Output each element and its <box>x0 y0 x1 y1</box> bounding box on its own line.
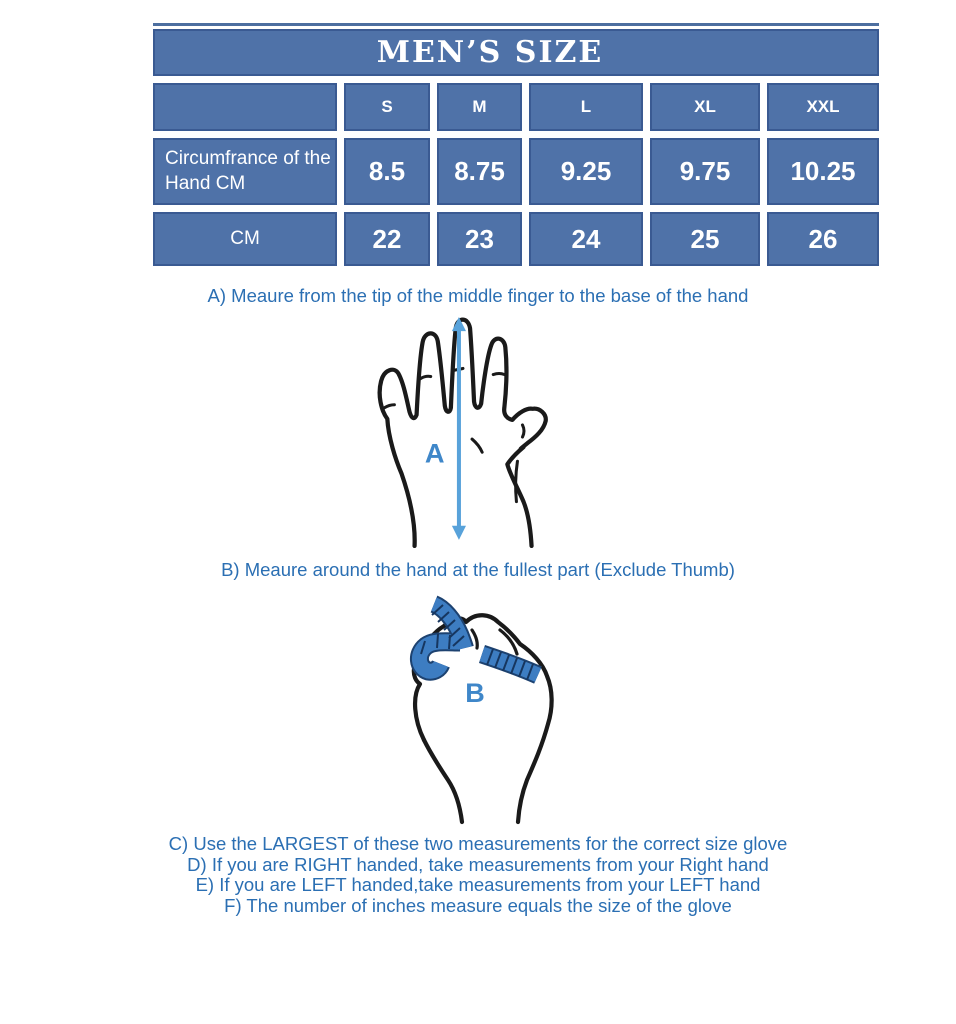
fist-measure-figure <box>396 590 566 828</box>
cm-value: 26 <box>767 212 879 266</box>
table-title: MEN’S SIZE <box>153 29 879 76</box>
instructions-footer <box>0 834 956 916</box>
instruction-f: F) The number of inches measure equals the size of the glove <box>224 894 732 916</box>
instruction-b: B) Meaure around the hand at the fullest part (Exclude Thumb) <box>221 559 735 580</box>
cm-value: 24 <box>529 212 643 266</box>
row-label-circumference: Circumfrance of the Hand CM <box>153 138 337 205</box>
size-column-header-l: L <box>529 83 643 131</box>
cm-value: 25 <box>650 212 760 266</box>
closed-fist-illustration <box>396 590 566 828</box>
row-label-cm: CM <box>153 212 337 266</box>
hand-measure-figure <box>370 314 562 548</box>
table-top-rule <box>153 23 879 26</box>
hand-figure-label: A <box>424 437 445 469</box>
circumference-value: 9.75 <box>650 138 760 205</box>
table-corner-cell <box>153 83 337 131</box>
size-column-header-m: M <box>437 83 522 131</box>
circumference-value: 8.75 <box>437 138 522 205</box>
circumference-value: 9.25 <box>529 138 643 205</box>
open-hand-illustration <box>370 314 562 548</box>
size-column-header-xl: XL <box>650 83 760 131</box>
instruction-e: E) If you are LEFT handed,take measurements from your LEFT hand <box>195 874 761 895</box>
circumference-value: 10.25 <box>767 138 879 205</box>
instruction-a: A) Meaure from the tip of the middle finger to the base of the hand <box>207 285 749 306</box>
hand-outline <box>380 320 546 546</box>
cm-value: 22 <box>344 212 430 266</box>
cm-value: 23 <box>437 212 522 266</box>
instruction-d: D) If you are RIGHT handed, take measurements from your Right hand <box>187 853 769 875</box>
instruction-c: C) Use the LARGEST of these two measurements for the correct size glove <box>168 833 788 854</box>
fist-figure-label: B <box>465 678 485 708</box>
size-column-header-xxl: XXL <box>767 83 879 131</box>
circumference-value: 8.5 <box>344 138 430 205</box>
size-column-header-s: S <box>344 83 430 131</box>
mens-size-table <box>153 29 879 266</box>
